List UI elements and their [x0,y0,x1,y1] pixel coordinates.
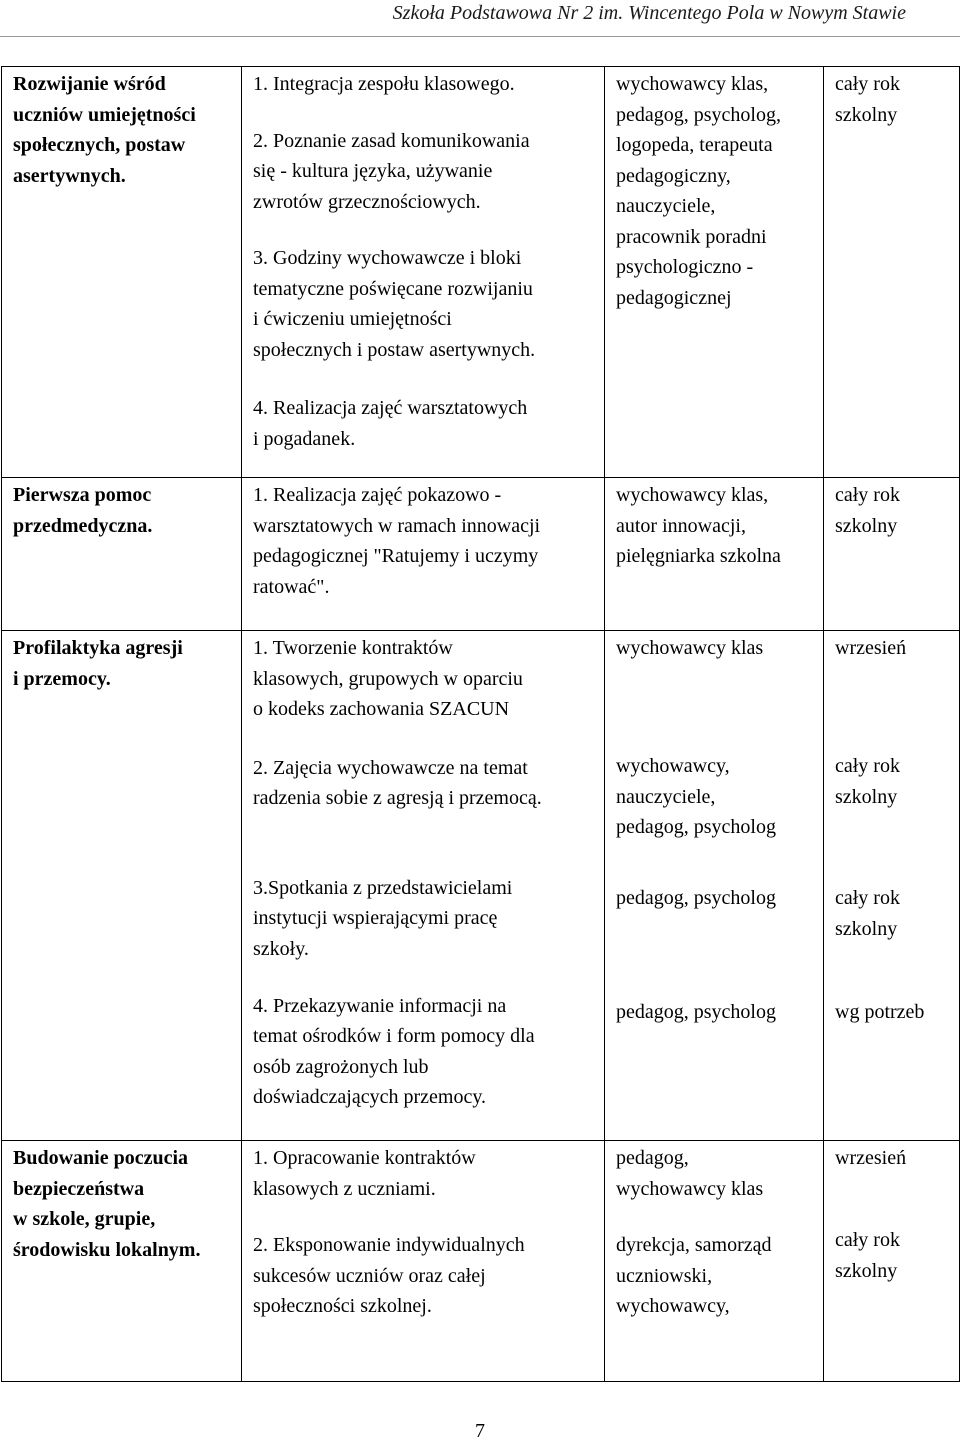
task-line: o kodeks zachowania SZACUN [253,698,510,720]
task-line: 3. Godziny wychowawcze i bloki [253,247,522,269]
task-item [253,393,594,454]
responsible-line: pedagog, psycholog [616,1001,776,1023]
responsible-cell [605,67,824,478]
page-number: 7 [475,1420,485,1442]
task-line: pedagogicznej "Ratujemy i uczymy [253,545,539,567]
responsible-line: wychowawcy klas, [616,484,769,506]
task-item [253,1143,594,1204]
area-line: przedmedyczna. [13,514,153,537]
task-item [253,1230,594,1322]
task-line: 1. Tworzenie kontraktów [253,637,453,659]
responsible-line: wychowawcy klas [616,637,764,659]
deadline-cell [824,1141,960,1382]
tasks-cell [242,1141,605,1382]
task-line: klasowych z uczniami. [253,1177,436,1200]
task-line: i ćwiczeniu umiejętności [253,308,452,330]
responsible-line: psychologiczno - [616,256,754,278]
deadline-cell [824,478,960,631]
table-row [2,478,960,631]
deadline-line: wrzesień [835,1147,907,1169]
responsible-line: pedagog, psycholog, [616,103,781,126]
table-row [2,1141,960,1382]
responsible-line: wychowawcy klas, [616,73,769,95]
deadline-line: szkolny [835,917,898,940]
area-line: Profilaktyka agresji [13,637,183,659]
area-cell [2,631,242,1141]
responsible-line: pedagog, [616,1147,689,1169]
area-line: uczniów umiejętności [13,103,196,126]
deadline-line: cały rok [835,73,900,95]
table-row [2,67,960,478]
area-line: bezpieczeństwa [13,1177,145,1200]
task-line: radzenia sobie z agresją i przemocą. [253,787,542,809]
tasks-cell [242,67,605,478]
task-line: społeczności szkolnej. [253,1295,432,1317]
area-cell [2,67,242,478]
deadline-item [835,1225,949,1286]
task-line: 2. Eksponowanie indywidualnych [253,1234,525,1256]
task-line: klasowych, grupowych w oparciu [253,667,523,690]
deadline-line: wg potrzeb [835,1001,925,1023]
page-header [0,0,960,34]
area-line: Rozwijanie wśród [13,73,166,95]
area-cell [2,1141,242,1382]
task-item [253,753,594,873]
deadline-line: szkolny [835,785,898,808]
task-line: 1. Integracja zespołu klasowego. [253,73,515,95]
task-item [253,873,594,991]
area-line: środowisku lokalnym. [13,1238,201,1261]
responsible-line: pedagogiczny, [616,164,731,187]
deadline-item [835,1143,949,1199]
task-line: 1. Realizacja zajęć pokazowo - [253,484,502,506]
task-item [253,69,594,100]
area-line: Pierwsza pomoc [13,484,152,506]
tasks-cell [242,631,605,1141]
responsible-line: nauczyciele, [616,195,716,217]
responsible-item [616,1143,813,1204]
responsible-item [616,751,813,883]
school-name: Szkoła Podstawowa Nr 2 im. Wincentego Pola w Nowym Stawie [392,2,906,24]
deadline-item [835,751,949,883]
responsible-line: pielęgniarka szkolna [616,545,781,567]
responsible-item [616,997,813,1028]
task-line: instytucji wspierającymi pracę [253,907,498,929]
task-item [253,126,594,218]
deadline-line: cały rok [835,1229,900,1251]
area-line: asertywnych. [13,164,126,187]
task-line: zwrotów grzecznościowych. [253,190,481,213]
responsible-line: pedagogicznej [616,286,732,309]
deadline-cell [824,67,960,478]
task-line: tematyczne poświęcane rozwijaniu [253,277,533,300]
responsible-cell [605,478,824,631]
plan-table [1,66,960,1382]
responsible-line: pedagog, psycholog [616,887,776,909]
deadline-line: cały rok [835,755,900,777]
table-row [2,631,960,1141]
area-line: i przemocy. [13,667,111,690]
responsible-line: nauczyciele, [616,785,716,808]
task-line: społecznych i postaw asertywnych. [253,338,536,361]
task-line: i pogadanek. [253,427,356,450]
responsible-line: pedagog, psycholog [616,816,776,838]
task-line: sukcesów uczniów oraz całej [253,1264,486,1287]
deadline-cell [824,631,960,1141]
responsible-line: wychowawcy, [616,1295,730,1317]
area-cell [2,478,242,631]
deadline-item [835,997,949,1028]
header-rule [0,36,960,37]
responsible-line: logopeda, terapeuta [616,134,773,156]
tasks-cell [242,478,605,631]
deadline-line: cały rok [835,887,900,909]
responsible-item [616,883,813,997]
responsible-cell [605,631,824,1141]
responsible-item [616,1230,813,1322]
area-line: społecznych, postaw [13,134,186,156]
task-line: ratować". [253,575,330,598]
task-line: szkoły. [253,937,309,960]
task-line: 4. Przekazywanie informacji na [253,994,507,1017]
deadline-line: szkolny [835,103,898,126]
task-line: doświadczających przemocy. [253,1086,487,1108]
task-line: 1. Opracowanie kontraktów [253,1147,476,1169]
area-line: Budowanie poczucia [13,1147,189,1169]
area-line: w szkole, grupie, [13,1208,156,1230]
task-line: się - kultura języka, używanie [253,160,493,182]
task-item [253,480,594,602]
deadline-line: wrzesień [835,637,907,659]
task-item [253,991,594,1113]
deadline-line: szkolny [835,1259,898,1282]
task-item [253,243,594,365]
task-line: 2. Zajęcia wychowawcze na temat [253,756,528,779]
task-line: 3.Spotkania z przedstawicielami [253,876,513,899]
task-line: 4. Realizacja zajęć warsztatowych [253,397,528,419]
task-line: osób zagrożonych lub [253,1055,429,1078]
responsible-line: wychowawcy, [616,755,730,777]
task-item [253,633,594,725]
deadline-line: cały rok [835,484,900,506]
task-line: temat ośrodków i form pomocy dla [253,1025,535,1047]
responsible-line: dyrekcja, samorząd [616,1234,772,1256]
task-line: warsztatowych w ramach innowacji [253,514,541,537]
responsible-cell [605,1141,824,1382]
deadline-line: szkolny [835,514,898,537]
responsible-line: autor innowacji, [616,514,746,537]
deadline-item [835,883,949,997]
deadline-item [835,633,949,751]
task-line: 2. Poznanie zasad komunikowania [253,129,530,152]
responsible-line: wychowawcy klas [616,1177,764,1200]
responsible-line: uczniowski, [616,1264,713,1287]
responsible-item [616,633,813,751]
responsible-line: pracownik poradni [616,225,767,248]
